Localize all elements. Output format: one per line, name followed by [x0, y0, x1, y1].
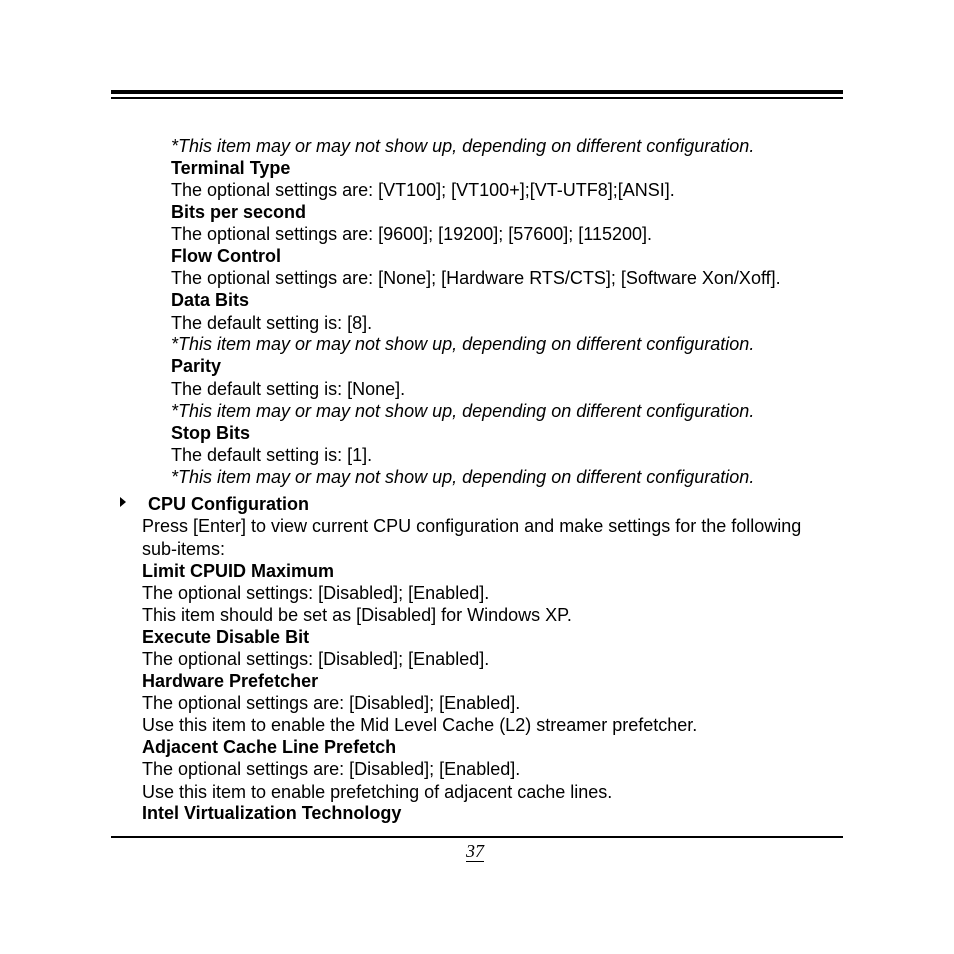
execute-disable-text: The optional settings: [Disabled]; [Enabled].: [142, 649, 490, 669]
flow-control-text: The optional settings are: [None]; [Hardware RTS/CTS]; [Software Xon/Xoff].: [171, 268, 781, 288]
triangle-right-icon: [120, 497, 126, 507]
parity-text: The default setting is: [None].: [171, 379, 406, 399]
data-bits-note: *This item may or may not show up, depending on different configuration.: [171, 334, 755, 354]
stop-bits-note: *This item may or may not show up, depending on different configuration.: [171, 467, 755, 487]
hardware-prefetcher-note: Use this item to enable the Mid Level Cache (L2) streamer prefetcher.: [142, 715, 698, 735]
header-rule-thin: [111, 97, 843, 99]
adjacent-cache-heading: Adjacent Cache Line Prefetch: [142, 737, 397, 757]
stop-bits-heading: Stop Bits: [171, 423, 250, 443]
footer-rule: [111, 836, 843, 838]
cpu-intro-line1: Press [Enter] to view current CPU configuration and make settings for the following: [142, 516, 802, 536]
parity-note: *This item may or may not show up, depending on different configuration.: [171, 401, 755, 421]
page-number: 37: [466, 841, 484, 861]
hardware-prefetcher-text: The optional settings are: [Disabled]; [Enabled].: [142, 693, 521, 713]
limit-cpuid-note: This item should be set as [Disabled] for Windows XP.: [142, 605, 572, 625]
config-note: *This item may or may not show up, depending on different configuration.: [171, 136, 755, 156]
parity-heading: Parity: [171, 356, 222, 376]
bits-per-second-heading: Bits per second: [171, 202, 307, 222]
data-bits-heading: Data Bits: [171, 290, 250, 310]
limit-cpuid-heading: Limit CPUID Maximum: [142, 561, 335, 581]
intel-virtualization-heading: Intel Virtualization Technology: [142, 803, 402, 823]
terminal-type-text: The optional settings are: [VT100]; [VT100+];[VT-UTF8];[ANSI].: [171, 180, 675, 200]
adjacent-cache-text: The optional settings are: [Disabled]; [Enabled].: [142, 759, 521, 779]
execute-disable-heading: Execute Disable Bit: [142, 627, 310, 647]
adjacent-cache-note: Use this item to enable prefetching of adjacent cache lines.: [142, 782, 613, 802]
limit-cpuid-text: The optional settings: [Disabled]; [Enabled].: [142, 583, 490, 603]
bits-per-second-text: The optional settings are: [9600]; [19200]; [57600]; [115200].: [171, 224, 653, 244]
stop-bits-text: The default setting is: [1].: [171, 445, 373, 465]
cpu-intro-line2: sub-items:: [142, 539, 226, 559]
header-rule-thick: [111, 90, 843, 94]
data-bits-text: The default setting is: [8].: [171, 313, 373, 333]
cpu-configuration-heading: CPU Configuration: [148, 494, 309, 514]
hardware-prefetcher-heading: Hardware Prefetcher: [142, 671, 319, 691]
terminal-type-heading: Terminal Type: [171, 158, 291, 178]
flow-control-heading: Flow Control: [171, 246, 281, 266]
